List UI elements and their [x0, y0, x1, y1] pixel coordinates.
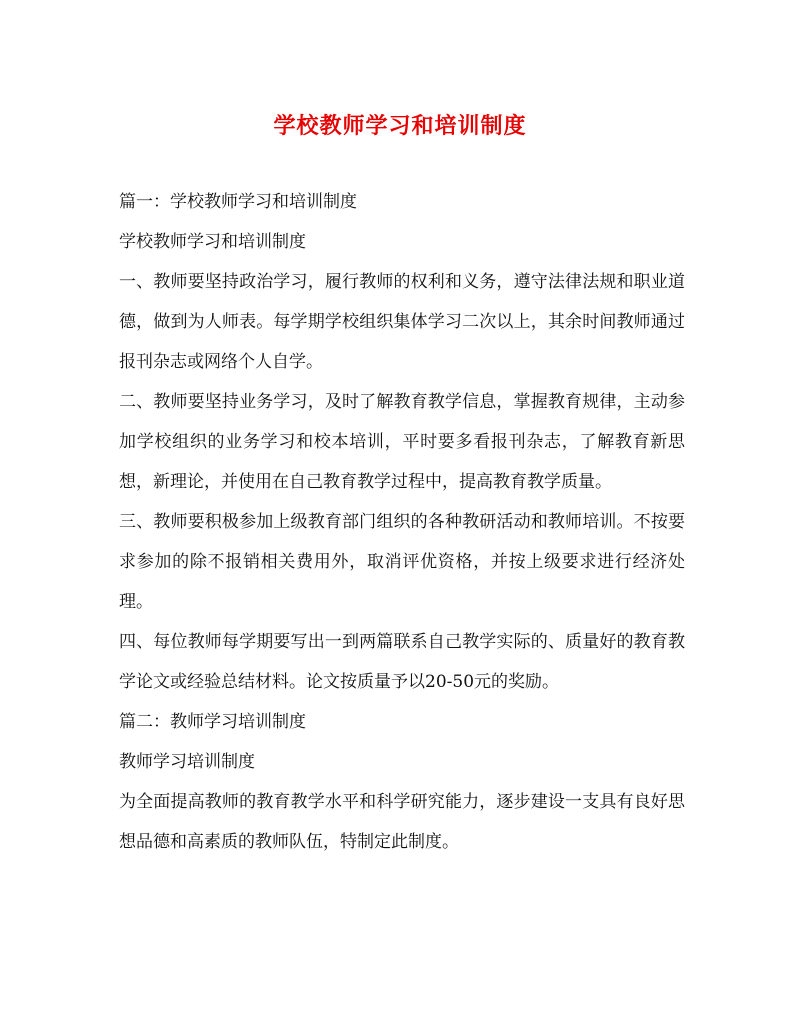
- paragraph-rule-1: 一、教师要坚持政治学习，履行教师的权利和义务，遵守法律法规和职业道德，做到为人师表。每学期学校组织集体学习二次以上，其余时间教师通过报刊杂志或网络个人自学。: [119, 272, 685, 372]
- document-title: 学校教师学习和培训制度: [273, 113, 527, 139]
- section-subtitle-2: 教师学习培训制度: [119, 752, 255, 772]
- paragraph-rule-3: 三、教师要积极参加上级教育部门组织的各种教研活动和教师培训。不按要求参加的除不报销相关费用外，取消评优资格，并按上级要求进行经济处理。: [119, 512, 685, 612]
- paragraph-intro-2: 为全面提高教师的教育教学水平和科学研究能力，逐步建设一支具有良好思想品德和高素质的教师队伍，特制定此制度。: [119, 792, 685, 852]
- section-heading-1: 篇一：学校教师学习和培训制度: [119, 192, 357, 212]
- paragraph-rule-4: 四、每位教师每学期要写出一到两篇联系自己教学实际的、质量好的教育教学论文或经验总结材料。论文按质量予以20-50元的奖励。: [119, 632, 685, 692]
- document-body: [119, 182, 685, 862]
- section-subtitle-1: 学校教师学习和培训制度: [119, 232, 306, 252]
- section-heading-2: 篇二：教师学习培训制度: [119, 712, 306, 732]
- paragraph-rule-2: 二、教师要坚持业务学习，及时了解教育教学信息，掌握教育规律，主动参加学校组织的业务学习和校本培训，平时要多看报刊杂志，了解教育新思想，新理论，并使用在自己教育教学过程中，提高教育教学质量。: [119, 392, 685, 492]
